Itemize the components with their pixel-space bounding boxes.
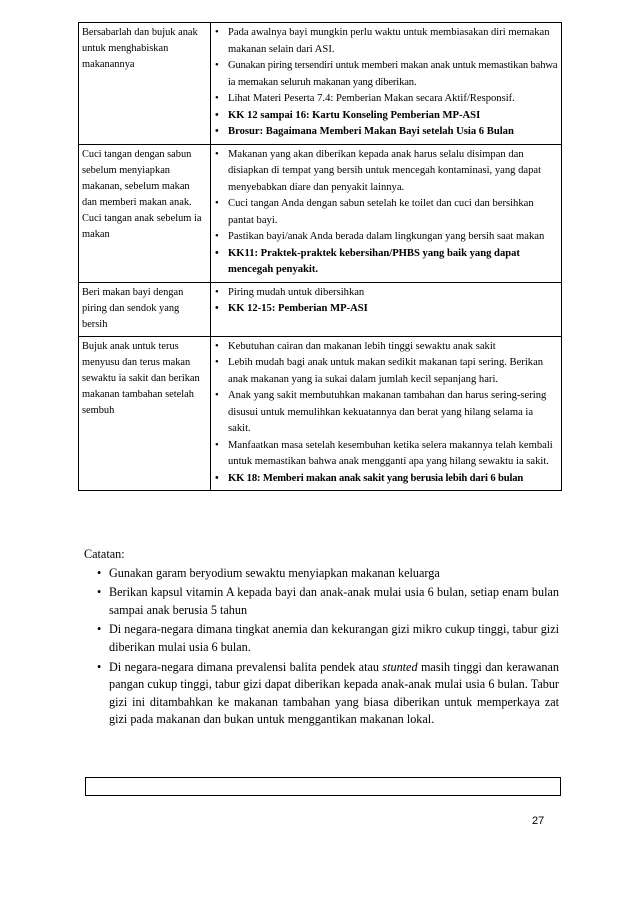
practice-cell: Bersabarlah dan bujuk anak untuk menghabiskan makanannya [79, 23, 211, 145]
note-text: masih tinggi dan kerawanan pangan cukup tinggi, tabur gizi dapat diberikan kepada anak-anak mulai usia 6 bulan. Tabur gizi ini ditambahkan ke makanan tambahan yang biasa diberikan untuk memperkaya zat gizi pada makanan dan bukan untuk menggantikan makanan lokal. [109, 659, 559, 727]
explanation-cell [211, 336, 562, 491]
footer-box [85, 777, 561, 796]
list-item: • Manfaatkan masa setelah kesembuhan ketika selera makannya telah kembali untuk memastikan bahwa anak mengganti apa yang hilang sewaktu ia sakit. [214, 438, 558, 471]
list-item: • KK 12 sampai 16: Kartu Konseling Pemberian MP-ASI [214, 108, 558, 125]
practice-cell: Bujuk anak untuk terus menyusu dan terus makan sewaktu ia sakit dan berikan makanan tambahan setelah sembuh [79, 336, 211, 491]
explanation-cell [211, 144, 562, 282]
practice-cell: Cuci tangan dengan sabun sebelum menyiapkan makanan, sebelum makan dan memberi makan anak. Cuci tangan anak sebelum ia makan [79, 144, 211, 282]
list-item: • Kebutuhan cairan dan makanan lebih tinggi sewaktu anak sakit [214, 339, 558, 356]
list-item: • Brosur: Bagaimana Memberi Makan Bayi setelah Usia 6 Bulan [214, 124, 558, 141]
bullet-list [214, 339, 558, 488]
list-item: • KK11: Praktek-praktek kebersihan/PHBS yang baik yang dapat mencegah penyakit. [214, 246, 558, 279]
table-row [79, 144, 562, 282]
note-item: • Berikan kapsul vitamin A kepada bayi dan anak-anak mulai usia 6 bulan, setiap enam bulan sampai anak berusia 5 tahun [97, 584, 559, 619]
bullet-list [214, 25, 558, 141]
practice-cell: Beri makan bayi dengan piring dan sendok yang bersih [79, 282, 211, 336]
list-item: • Anak yang sakit membutuhkan makanan tambahan dan harus sering-sering disusui untuk memulihkan kekuatannya dan berat yang hilang selama ia sakit. [214, 388, 558, 438]
list-item: • Piring mudah untuk dibersihkan [214, 285, 558, 302]
explanation-cell [211, 23, 562, 145]
note-item [97, 659, 559, 729]
list-item: • Gunakan piring tersendiri untuk memberi makan anak untuk memastikan bahwa ia memakan seluruh makanan yang diberikan. [214, 58, 558, 91]
list-item: • Pastikan bayi/anak Anda berada dalam lingkungan yang bersih saat makan [214, 229, 558, 246]
list-item: • Lihat Materi Peserta 7.4: Pemberian Makan secara Aktif/Responsif. [214, 91, 558, 108]
note-emphasis: stunted [382, 659, 418, 674]
note-text: Di negara-negara dimana prevalensi balita pendek atau [109, 659, 383, 674]
table-row [79, 23, 562, 145]
list-item: • Pada awalnya bayi mungkin perlu waktu untuk membiasakan diri memakan makanan selain dari ASI. [214, 25, 558, 58]
note-item: • Di negara-negara dimana tingkat anemia dan kekurangan gizi mikro cukup tinggi, tabur gizi diberikan mulai usia 6 bulan. [97, 621, 559, 656]
notes-section [84, 546, 559, 731]
notes-title: Catatan: [84, 547, 125, 561]
notes-list [84, 565, 559, 729]
list-item: • Lebih mudah bagi anak untuk makan sedikit makanan tapi sering. Berikan anak makanan yang ia sukai dalam jumlah kecil sepanjang hari. [214, 355, 558, 388]
note-item: • Gunakan garam beryodium sewaktu menyiapkan makanan keluarga [97, 565, 559, 583]
list-item: • KK 18: Memberi makan anak sakit yang berusia lebih dari 6 bulan [214, 471, 558, 488]
list-item: • Cuci tangan Anda dengan sabun setelah ke toilet dan cuci dan bersihkan pantat bayi. [214, 196, 558, 229]
list-item: • KK 12-15: Pemberian MP-ASI [214, 301, 558, 318]
guidance-table [78, 22, 562, 491]
bullet-list [214, 285, 558, 318]
table-row [79, 282, 562, 336]
list-item: • Makanan yang akan diberikan kepada anak harus selalu disimpan dan disiapkan di tempat yang bersih untuk mencegah kontaminasi, yang dapat menyebabkan diare dan penyakit lainnya. [214, 147, 558, 197]
explanation-cell [211, 282, 562, 336]
bullet-list [214, 147, 558, 279]
page-number: 27 [532, 815, 545, 827]
table-row [79, 336, 562, 491]
